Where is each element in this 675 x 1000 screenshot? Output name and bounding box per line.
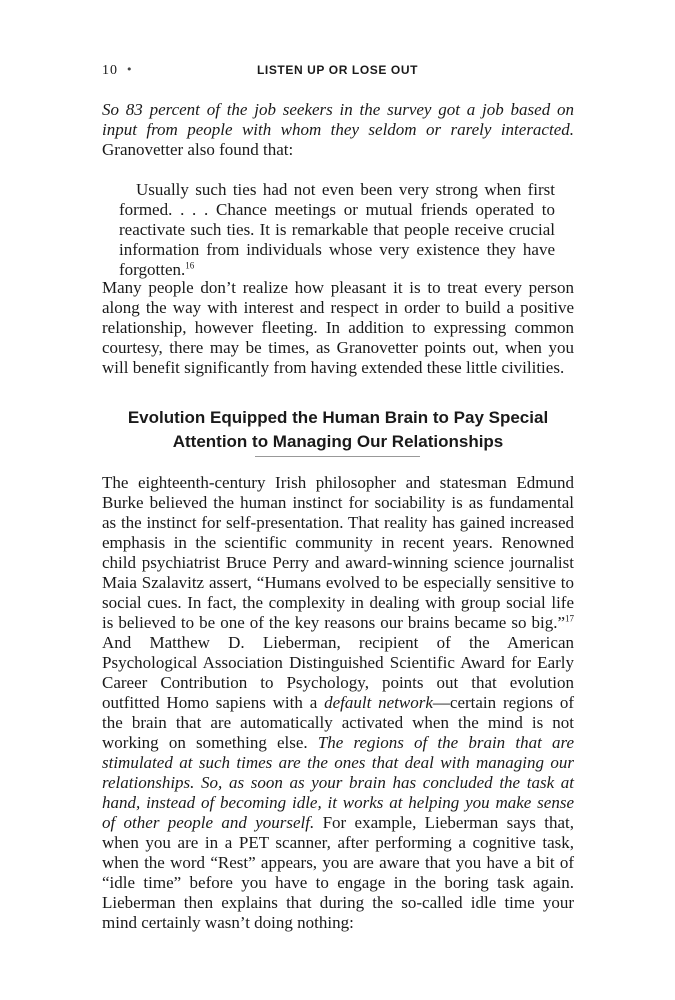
footnote-ref: 17 <box>565 613 574 624</box>
footnote-ref: 16 <box>185 260 195 271</box>
paragraph-text: And Matthew D. Lieberman, recipient of the American Psychological Association Distinguished Scientific Award for Early Career Contribution to Psychology, points out that evolution outfitted Homo sapiens with a <box>102 633 574 712</box>
section-heading <box>102 406 574 454</box>
italic-term: default network <box>324 693 433 712</box>
page-number: 10 <box>102 63 118 78</box>
paragraph-text: The eighteenth-century Irish philosopher and statesman Edmund Burke believed the human instinct for sociability is as fundamental as the instinct for self-presentation. That reality has gained increased emphasis in the scientific community in recent years. Renowned child psychiatrist Bruce Perry and award-winning science journalist Maia Szalavitz assert, “Humans evolved to be especially sensitive to social cues. In fact, the complexity in dealing with group social life is believed to be one of the key reasons our brains became so big.” <box>102 473 574 632</box>
running-head: LISTEN UP OR LOSE OUT <box>256 63 419 77</box>
paragraph-text: Granovetter also found that: <box>102 140 294 159</box>
paragraph-text: —certain regions of the brain that are automatically activated when the mind is not working on something else. <box>102 693 575 752</box>
heading-underline <box>255 456 420 457</box>
bullet-separator-icon: • <box>126 63 133 76</box>
quote-text: Usually such ties had not even been very strong when first formed. . . . Chance meetings or mutual friends operated to reactivate such ties. It is remarkable that people receive crucial information from individuals whose very existence they have forgotten. <box>119 180 555 279</box>
paragraph-civilities: Many people don’t realize how pleasant it is to treat every person along the way with interest and respect in order to build a positive relationship, however fleeting. In addition to expressing common courtesy, there may be times, as Granovetter points out, when you will benefit significantly from having extended these little civilities. <box>102 278 574 377</box>
paragraph-text: For example, Lieberman says that, when you are in a PET scanner, after performing a cognitive task, when the word “Rest” appears, you are aware that you have a bit of “idle time” before you have to engage in the boring task again. Lieberman then explains that during the so-called idle time your mind certainly wasn’t doing nothing: <box>102 813 574 932</box>
paragraph-evolution <box>102 473 574 933</box>
italic-emphasis: So 83 percent of the job seekers in the survey got a job based on input from people with whom they seldom or rarely interacted. <box>102 100 574 139</box>
italic-emphasis: The regions of the brain that are stimulated at such times are the ones that deal with managing our relationships. So, as soon as your brain has concluded the task at hand, instead of becoming idle, it works at helping you make sense of other people and yourself. <box>102 733 574 832</box>
paragraph-survey-result <box>102 100 574 160</box>
page-header <box>102 63 573 81</box>
block-quote <box>119 180 555 280</box>
heading-line-2: Attention to Managing Our Relationships <box>172 432 504 451</box>
heading-line-1: Evolution Equipped the Human Brain to Pay Special <box>127 408 549 427</box>
